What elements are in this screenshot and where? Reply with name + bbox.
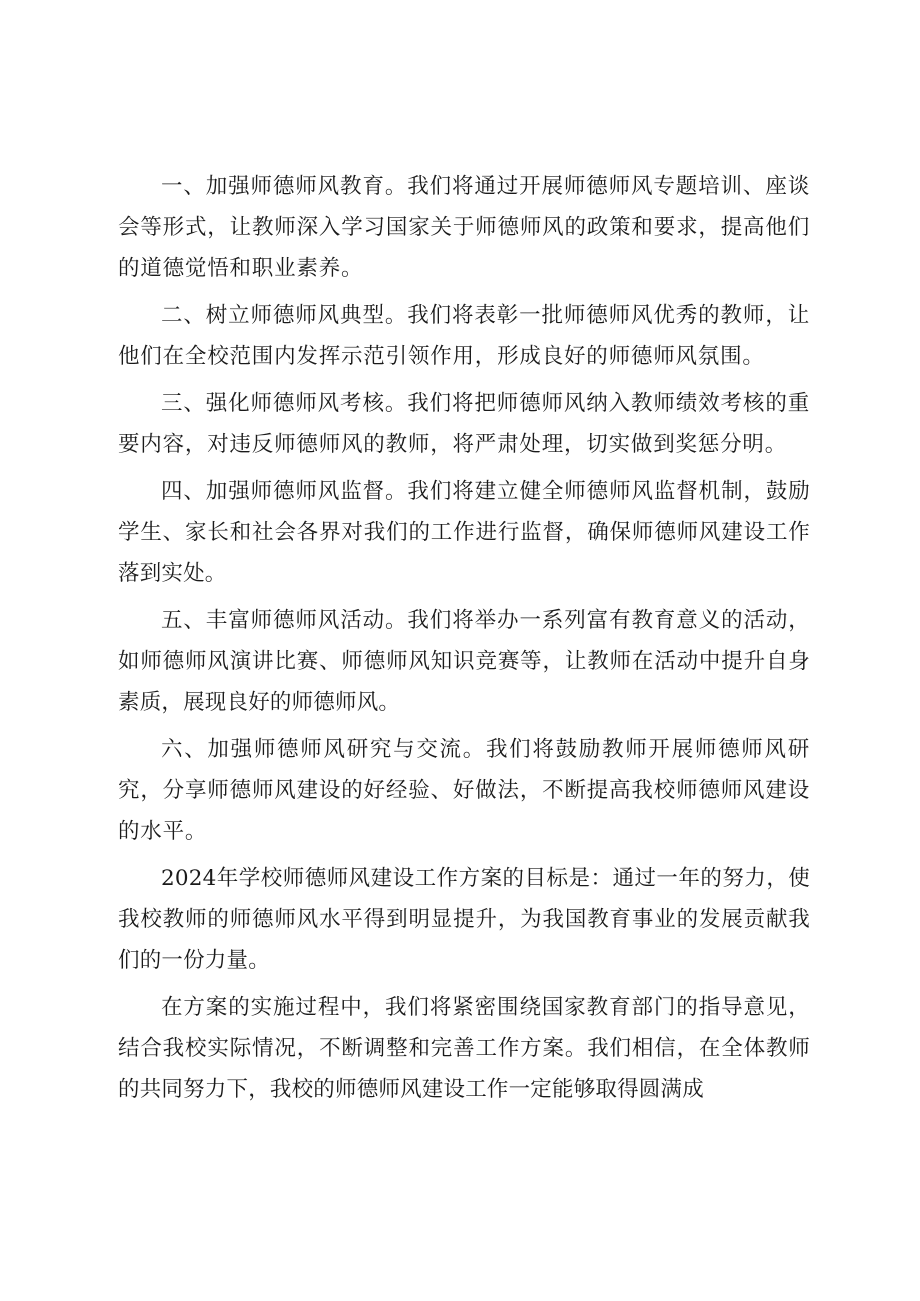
paragraph-5: 五、丰富师德师风活动。我们将举办一系列富有教育意义的活动，如师德师风演讲比赛、师德师风知识竞赛等，让教师在活动中提升自身素质，展现良好的师德师风。: [118, 608, 810, 715]
paragraph-8: 在方案的实施过程中，我们将紧密围绕国家教育部门的指导意见，结合我校实际情况，不断调整和完善工作方案。我们相信，在全体教师的共同努力下，我校的师德师风建设工作一定能够取得圆满成: [118, 995, 810, 1102]
document-body: [118, 166, 810, 1116]
paragraph-4: 四、加强师德师风监督。我们将建立健全师德师风监督机制，鼓励学生、家长和社会各界对我们的工作进行监督，确保师德师风建设工作落到实处。: [118, 479, 810, 586]
paragraph-1: 一、加强师德师风教育。我们将通过开展师德师风专题培训、座谈会等形式，让教师深入学习国家关于师德师风的政策和要求，提高他们的道德觉悟和职业素养。: [118, 174, 810, 281]
paragraph-3: 三、强化师德师风考核。我们将把师德师风纳入教师绩效考核的重要内容，对违反师德师风的教师，将严肃处理，切实做到奖惩分明。: [118, 391, 810, 457]
paragraph-7: 2024年学校师德师风建设工作方案的目标是：通过一年的努力，使我校教师的师德师风水平得到明显提升，为我国教育事业的发展贡献我们的一份力量。: [118, 866, 810, 973]
paragraph-6: 六、加强师德师风研究与交流。我们将鼓励教师开展师德师风研究，分享师德师风建设的好经验、好做法，不断提高我校师德师风建设的水平。: [118, 737, 810, 844]
paragraph-2: 二、树立师德师风典型。我们将表彰一批师德师风优秀的教师，让他们在全校范围内发挥示范引领作用，形成良好的师德师风氛围。: [118, 303, 810, 369]
